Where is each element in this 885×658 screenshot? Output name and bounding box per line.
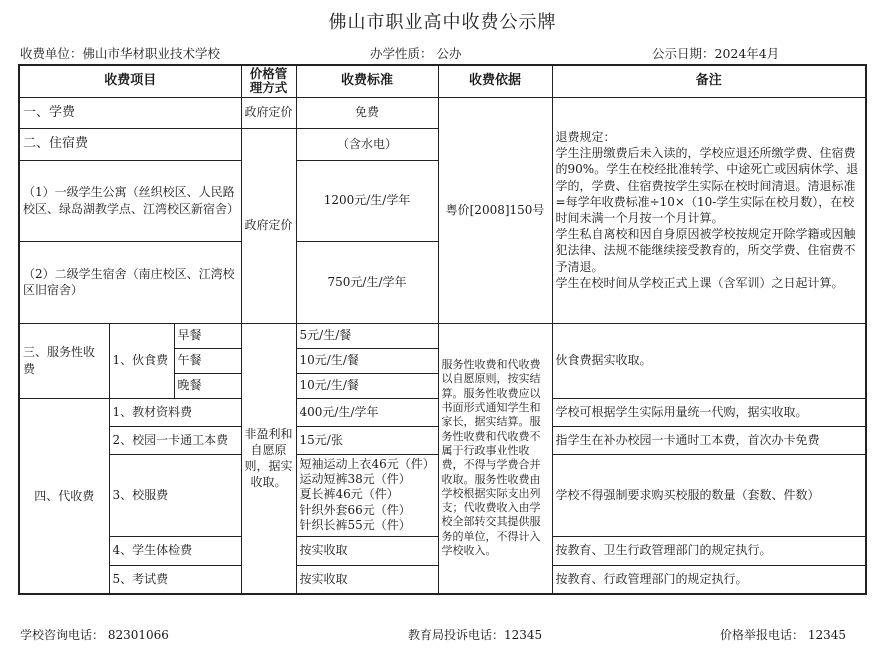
lodging-second-label: （2）二级学生宿舍（南庄校区、江湾校区旧宿舍） (19, 241, 241, 323)
header-remark: 备注 (552, 65, 866, 97)
agency-method: 非盈利和自愿原则，据实收取。 (241, 323, 296, 594)
lodging-basis: 粤价[2008]150号 (438, 97, 552, 323)
lodging-first-label: （1）一级学生公寓（丝织校区、人民路校区、绿岛湖教学点、江湾校区新宿舍） (19, 160, 241, 241)
materials-remark: 学校可根据学生实际用量统一代购，据实收取。 (552, 398, 866, 426)
lunch-label: 午餐 (174, 348, 241, 373)
exam-label: 4、学生体检费 (109, 536, 241, 565)
dinner-label: 晚餐 (174, 373, 241, 398)
card-price: 15元/张 (296, 426, 438, 454)
materials-label: 1、教材资料费 (109, 398, 241, 426)
test-price: 按实收取 (296, 565, 438, 594)
uniform-remark: 学校不得强制要求购买校服的数量（套数、件数） (552, 454, 866, 536)
fee-table (18, 64, 867, 595)
card-remark: 指学生在补办校园一卡通时工本费，首次办卡免费 (552, 426, 866, 454)
table-row (19, 323, 866, 348)
dinner-price: 10元/生/餐 (296, 373, 438, 398)
uniform-label: 3、校服费 (109, 454, 241, 536)
uniform-prices (296, 454, 438, 536)
meal-label: 1、伙食费 (109, 323, 174, 398)
agency-label: 四、代收费 (19, 398, 109, 594)
complaint-phone: 教育局投诉电话：12345 (408, 628, 543, 642)
header-standard: 收费标准 (296, 65, 438, 97)
lodging-method: 政府定价 (241, 128, 296, 323)
publish-date: 公示日期：2024年4月 (652, 46, 780, 61)
price-report-phone: 价格举报电话： 12345 (720, 628, 846, 642)
uniform-price-item: 短袖运动上衣46元（件） (299, 456, 435, 471)
lodging-label: 二、住宿费 (19, 128, 241, 160)
uniform-price-item: 针织外套66元（件） (299, 502, 411, 517)
uniform-price-item: 夏长裤46元（件） (299, 487, 399, 502)
tuition-standard: 免费 (296, 97, 438, 128)
uniform-price-item: 针织长裤55元（件） (299, 518, 411, 533)
agency-basis: 服务性收费和代收费以自愿原则，按实结算。服务性收费应以书面形式通知学生和家长，据实结算。服务性收费和代收费不属于行政事业性收费，不得与学费合并收取。服务性收费由学校根据实际支出列支；代收费收入由学校全部转交其提供服务的单位，不得计入学校收入。 (438, 323, 552, 594)
materials-price: 400元/生/学年 (296, 398, 438, 426)
lodging-note: （含水电） (296, 128, 438, 160)
uniform-price-item: 运动短裤38元（件） (299, 471, 411, 486)
page-title: 佛山市职业高中收费公示牌 (328, 12, 557, 33)
service-label: 三、服务性收费 (19, 323, 109, 398)
school-consult-phone: 学校咨询电话： 82301066 (20, 628, 169, 642)
breakfast-price: 5元/生/餐 (296, 323, 438, 348)
lodging-remark: 退费规定： 学生注册缴费后未入读的，学校应退还所缴学费、住宿费的90%。学生在校经批准转学、中途死亡或因病休学、退学的，学费、住宿费按学生实际在校时间清退。清退标准=每学年收费标准÷10×（10-学生实际在校月数），在校时间未满一个月按一个月计算。 学生私自离校和因自身原因被学校按规定开除学籍或因触犯法律、法规不能继续接受教育的，所交学费、住宿费不予清退。 学生在校时间从学校正式上课（含军训）之日起计算。 (552, 97, 866, 323)
test-label: 5、考试费 (109, 565, 241, 594)
table-row (19, 97, 866, 128)
header-price-method: 价格管理方式 (241, 65, 296, 97)
fee-unit: 收费单位：佛山市华材职业技术学校 (20, 46, 221, 61)
tuition-label: 一、学费 (19, 97, 241, 128)
table-header-row (19, 65, 866, 97)
tuition-method: 政府定价 (241, 97, 296, 128)
breakfast-label: 早餐 (174, 323, 241, 348)
test-remark: 按教育、行政管理部门的规定执行。 (552, 565, 866, 594)
header-basis: 收费依据 (438, 65, 552, 97)
header-item: 收费项目 (19, 65, 241, 97)
meal-remark: 伙食费据实收取。 (552, 323, 866, 398)
lunch-price: 10元/生/餐 (296, 348, 438, 373)
card-label: 2、校园一卡通工本费 (109, 426, 241, 454)
school-nature: 办学性质： 公办 (370, 46, 462, 61)
lodging-first-price: 1200元/生/学年 (296, 160, 438, 241)
exam-price: 按实收取 (296, 536, 438, 565)
lodging-second-price: 750元/生/学年 (296, 241, 438, 323)
exam-remark: 按教育、卫生行政管理部门的规定执行。 (552, 536, 866, 565)
